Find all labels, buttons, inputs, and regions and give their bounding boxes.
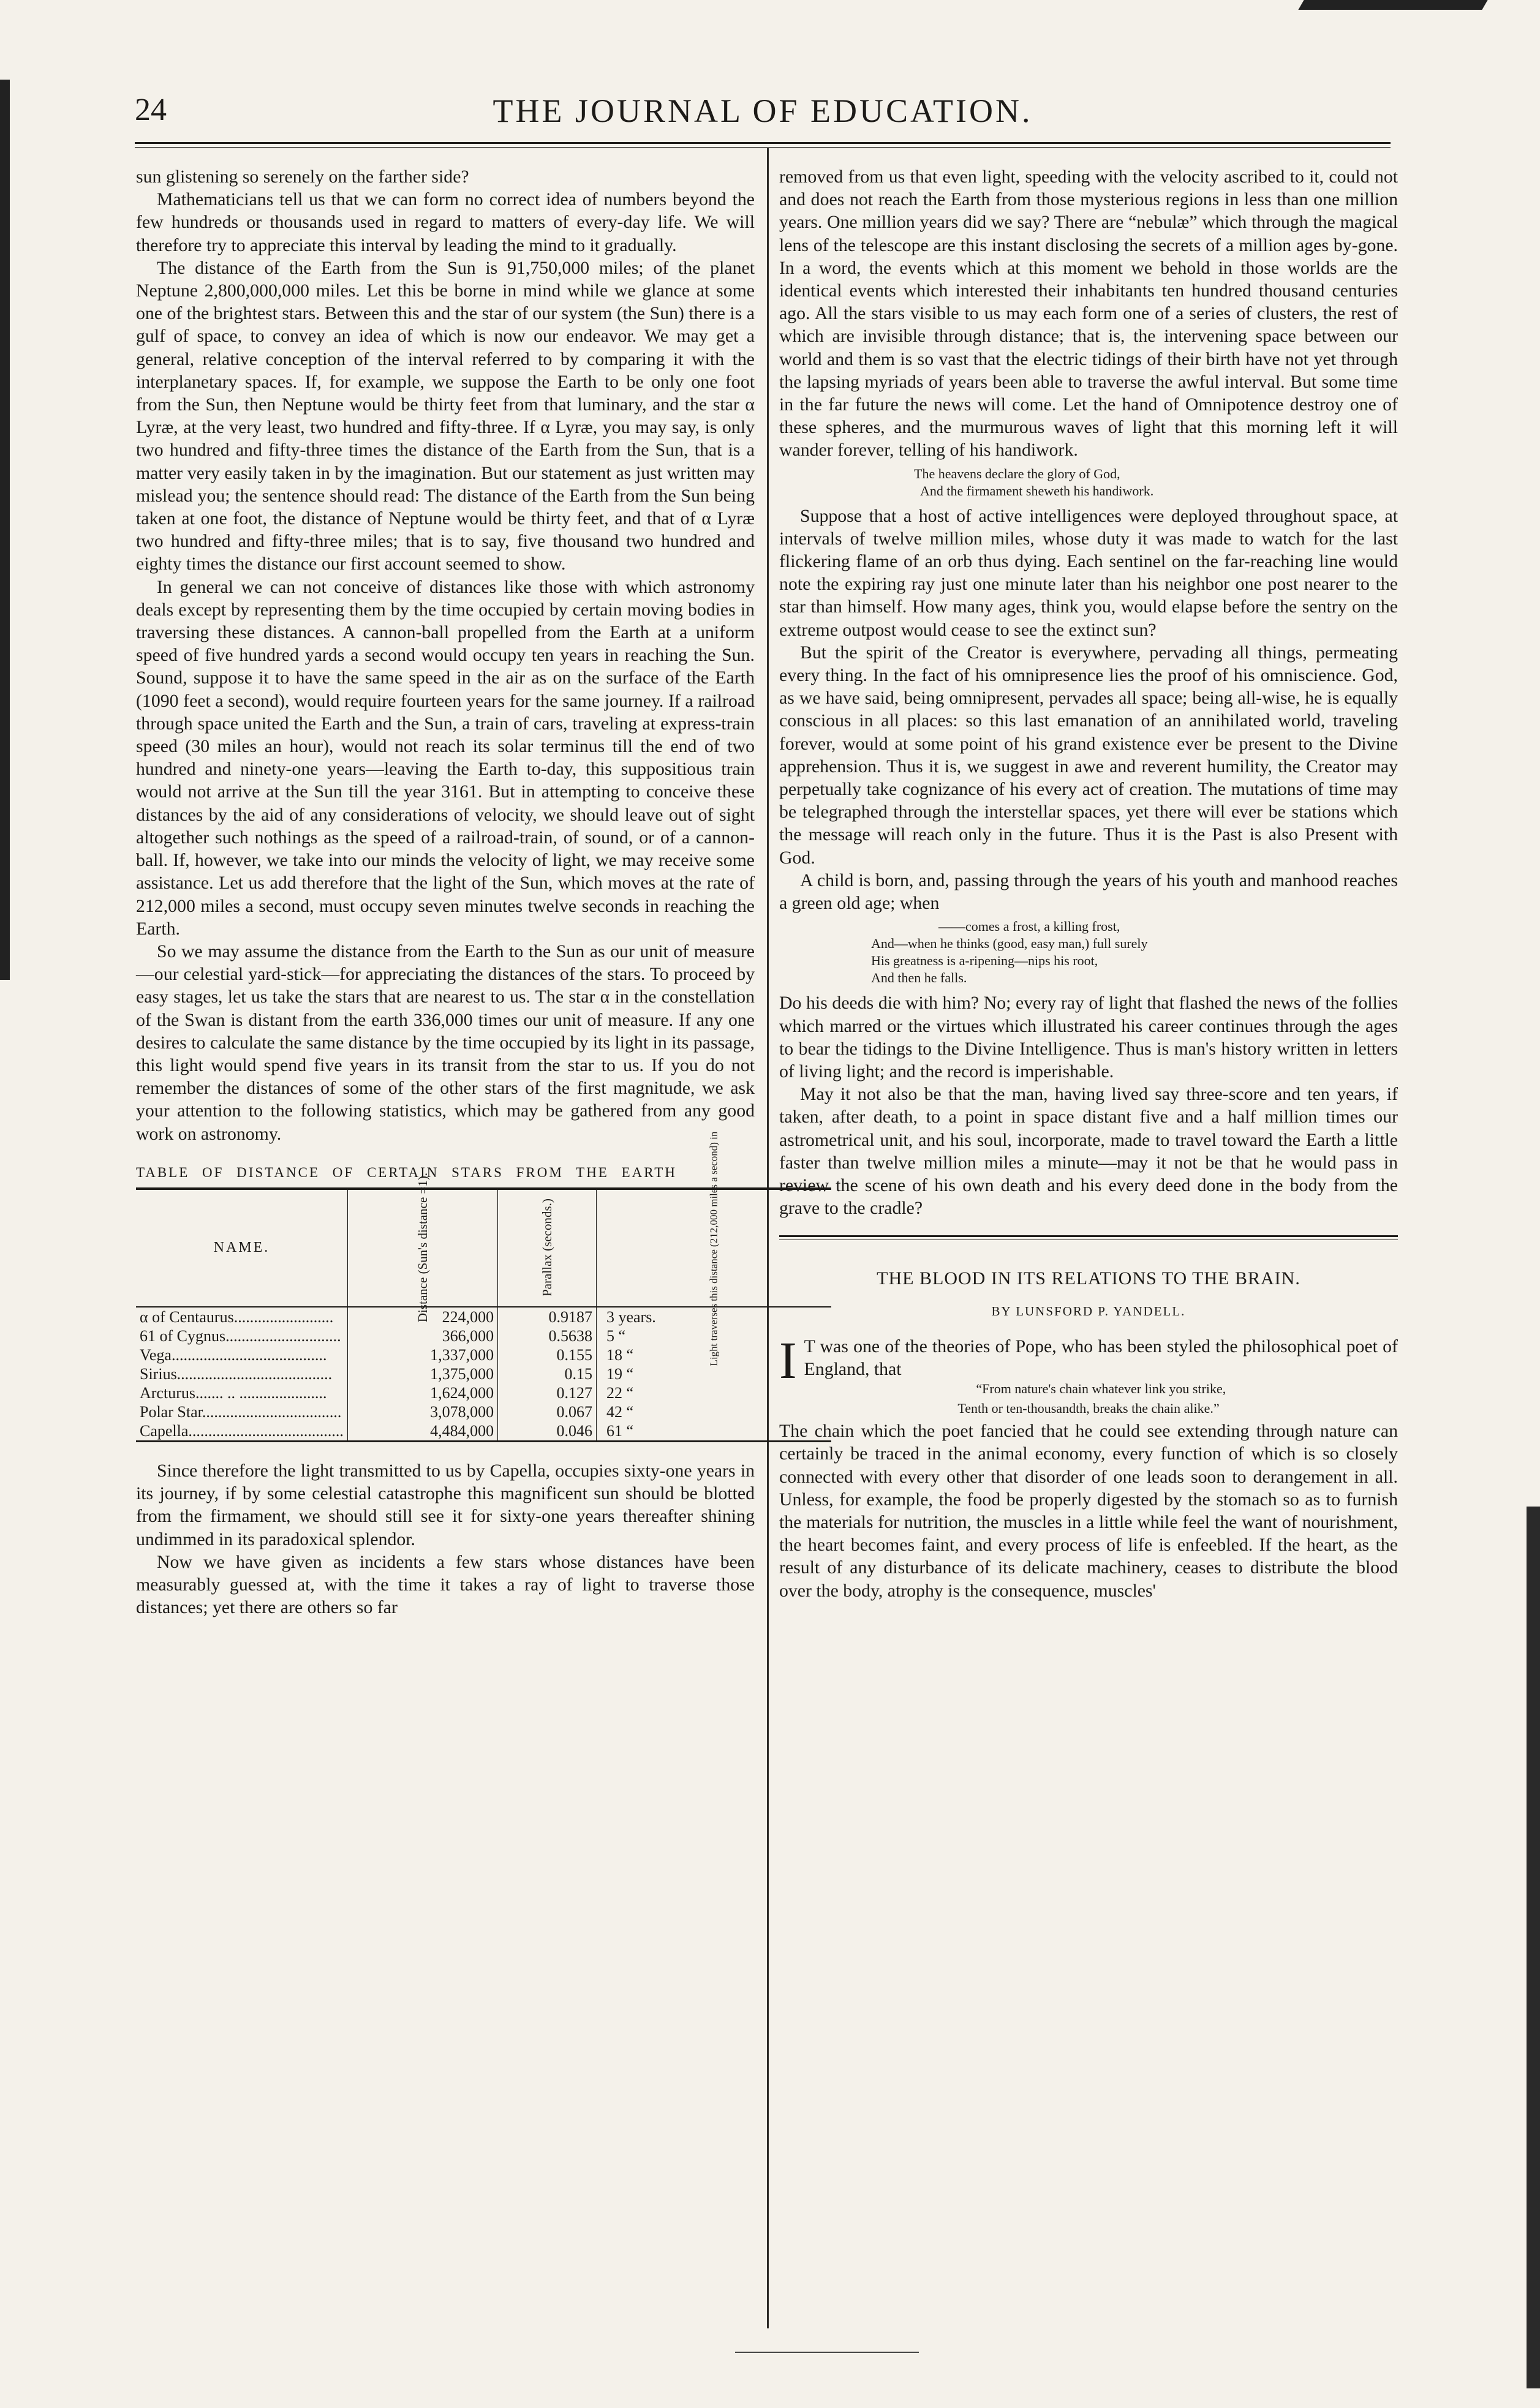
paragraph: The chain which the poet fancied that he could see extending through nature can certainly be traced in the animal economy, every function of which is so closely connected with every other that disorder of one leads soon to derangement in all. Unless, for example, the food be properly digested by the stomach so as to furnish the materials for nutrition, the muscles in a little while feel the want of nourishment, the heart becomes faint, and every process of life is enfeebled. If the heart, as the result of any disturbance of its delicate machinery, ceases to distribute the blood over the body, atrophy is the consequence, muscles' (779, 1421, 1398, 1601)
table-row (136, 1307, 831, 1326)
quote-line: “From nature's chain whatever link you strike, (976, 1381, 1226, 1397)
star-name: Capella....................................... (140, 1421, 344, 1440)
table-header-parallax (498, 1189, 597, 1307)
paragraph: The distance of the Earth from the Sun is 91,750,000 miles; of the planet Neptune 2,800,000,000 miles. Let this be borne in mind while we glance at some one of the brightest stars. Between this and the star of our system (the Sun) there is a gulf of space, to convey an idea of which is now our endeavor. We may get a general, relative conception of the interval referred to by comparing it with the interplanetary spaces. If, for example, we suppose the Earth to be only one foot from the Sun, then Neptune would be thirty feet from that luminary, and the star α Lyræ, at the very least, two hundred and fifty-three. If α Lyræ, you may say, is only two hundred and fifty-three times the distance of the Earth from the Sun, that is a matter very easily taken in by the imagination. But our statement as just written may mislead you; the sentence should read: The distance of the Earth from the Sun being taken at one foot, the distance of Neptune would be thirty feet, and that of α Lyræ two hundred and fifty-three miles; that is to say, five thousand two hundred and eighty times the distance our first account seemed to show. (136, 257, 755, 574)
table-row (136, 1326, 831, 1345)
star-name: Sirius....................................... (140, 1364, 333, 1383)
table-row (136, 1364, 831, 1383)
star-parallax: 0.5638 (498, 1326, 597, 1345)
star-distance: 1,375,000 (347, 1364, 497, 1383)
star-distance: 3,078,000 (347, 1402, 497, 1421)
quote-line: Tenth or ten-thousandth, breaks the chain alike.” (957, 1401, 1220, 1417)
paragraph: T was one of the theories of Pope, who has been styled the philosophical poet of England, that (804, 1336, 1398, 1379)
star-light-time: 42 “ (596, 1402, 831, 1421)
scan-corner-mark (1298, 0, 1487, 10)
star-parallax: 0.15 (498, 1364, 597, 1383)
header-rule (135, 142, 1391, 144)
table-row (136, 1421, 831, 1442)
star-name: 61 of Cygnus............................. (140, 1326, 341, 1345)
star-light-time: 5 “ (596, 1326, 831, 1345)
star-light-time: 22 “ (596, 1383, 831, 1402)
page-number: 24 (135, 92, 167, 127)
verse-line: And the firmament sheweth his handiwork. (920, 483, 1154, 499)
header-rule-thin (135, 147, 1391, 148)
table-header-distance-label: Distance (Sun's distance =1). (415, 1173, 431, 1323)
right-column (779, 165, 1398, 1602)
scan-edge-right (1527, 1507, 1540, 2388)
star-distance: 224,000 (347, 1307, 497, 1326)
paragraph: May it not also be that the man, having lived say three-score and ten years, if taken, after death, to a point in space distant five and a half million times our astrometrical unit, and his soul, incorporate, made to travel toward the Earth a little faster than twelve million miles a minute—may it not be that he would pass in review the scene of his own death and his every deed done in the body from the grave to the cradle? (779, 1084, 1398, 1219)
table-header-parallax-label: Parallax (seconds.) (540, 1198, 555, 1297)
table-row (136, 1402, 831, 1421)
paragraph: So we may assume the distance from the Earth to the Sun as our unit of measure—our celestial yard-stick—for appreciating the distances of the stars. To proceed by easy stages, let us take the stars that are nearest to us. The star α in the constellation of the Swan is distant from the earth 336,000 times our unit of measure. If any one desires to calculate the same distance by the time occupied by its light in its passage, this light would spend five years in its transit from the star to us. If you do not remember the distances of some of the other stars of the first magnitude, we ask your attention to the following statistics, which may be gathered from any good work on astronomy. (136, 941, 755, 1144)
star-distance: 1,337,000 (347, 1345, 497, 1364)
table-row (136, 1345, 831, 1364)
article-title: THE BLOOD IN ITS RELATIONS TO THE BRAIN. (877, 1268, 1300, 1289)
star-name: Arcturus....... .. ...................... (140, 1383, 327, 1402)
article-byline: BY LUNSFORD P. YANDELL. (991, 1303, 1186, 1319)
star-name: Vega....................................... (140, 1345, 327, 1364)
star-parallax: 0.9187 (498, 1307, 597, 1326)
star-name: α of Centaurus......................... (140, 1307, 334, 1326)
star-light-time: 3 years. (596, 1307, 831, 1326)
paragraph: removed from us that even light, speeding with the velocity ascribed to it, could not and does not reach the Earth from those mysterious regions in less than one million years. One million years did we say? There are “nebulæ” which through the magical lens of the telescope are this instant disclosing the secrets of a million ages by-gone. In a word, the events which at this moment we behold in those worlds are the identical events which interested their inhabitants ten hundred thousand centuries ago. All the stars visible to us may each form one of a series of clusters, the rest of which are invisible through distance; that is, the intervening space between our world and them is so vast that the electric tidings of their birth have not yet through the lapsing myriads of years been able to traverse the awful interval. But some time in the far future the news will come. Let the hand of Omnipotence destroy one of these spheres, and the murmurous waves of light that this morning left it will wander forever, telling of his handiwork. (779, 167, 1398, 461)
left-column (136, 165, 755, 1619)
star-parallax: 0.067 (498, 1402, 597, 1421)
table-row (136, 1383, 831, 1402)
page-header (135, 92, 1391, 141)
paragraph: In general we can not conceive of distances like those with which astronomy deals except by representing them by the time occupied by certain moving bodies in traversing these distances. A cannon-ball propelled from the Earth at a uniform speed of five hundred yards a second would occupy ten years in reaching the Sun. Sound, suppose it to have the same speed in the air as on the surface of the Earth (1090 feet a second), would require fourteen years for the same journey. If a railroad through space united the Earth and the Sun, a train of cars, traveling at express-train speed (30 miles an hour), would not reach its solar terminus till the end of two hundred and ninety-one years—leaving the Earth to-day, this suppositious train would not arrive at the Sun till the year 3161. But in attempting to conceive these distances by the aid of any considerations of velocity, we should leave out of sight altogether such nothings as the speed of a railroad-train, of sound, or of a cannon-ball. If, however, we take into our minds the velocity of light, we may receive some assistance. Let us add therefore that the light of the Sun, which moves at the rate of 212,000 miles a second, must occupy seven minutes twelve seconds in reaching the Earth. (136, 576, 755, 939)
star-distance: 4,484,000 (347, 1421, 497, 1442)
poem-line: ——comes a frost, a killing frost, (938, 919, 1120, 935)
star-light-time: 19 “ (596, 1364, 831, 1383)
poem-line: And—when he thinks (good, easy man,) full surely (871, 936, 1148, 952)
table-header-light-label: Light traverses this distance (212,000 miles a second) in (708, 1131, 720, 1366)
paragraph: But the spirit of the Creator is everywhere, pervading all things, permeating every thing. In the fact of his omnipresence lies the proof of his omniscience. God, as we have said, being omnipresent, pervades all space; being all-wise, he is equally conscious in all places: so this last emanation of an annihilated world, traveling forever, would at some point of his grand existence ever be present to the Divine apprehension. Thus it is, we suggest in awe and reverent humility, the Creator may perpetually take cognizance of his every act of creation. The mutations of time may be telegraphed through the interstellar spaces, yet there will ever be stations which the message will reach only in the future. Thus it is the Past is also Present with God. (779, 642, 1398, 868)
star-distance: 1,624,000 (347, 1383, 497, 1402)
table-caption: TABLE OF DISTANCE OF CERTAIN STARS FROM THE EARTH (136, 1164, 677, 1180)
paragraph: Since therefore the light transmitted to us by Capella, occupies sixty-one years in its journey, if by some celestial catastrophe this magnificent sun should be blotted from the firmament, we should still see it for sixty-one years thereafter shining undimmed in its paradoxical splendor. (136, 1460, 755, 1549)
verse-line: The heavens declare the glory of God, (914, 465, 1120, 481)
star-parallax: 0.046 (498, 1421, 597, 1442)
paragraph: Suppose that a host of active intelligences were deployed throughout space, at intervals of twelve million miles, whose duty it was made to watch for the last flickering flame of an orb thus dying. Each sentinel on the far-reaching line would note the expiring ray just one minute later than his neighbor one post nearer to the star than himself. How many ages, think you, would elapse before the sentry on the extreme outpost would cease to see the extinct sun? (779, 505, 1398, 640)
poem-quote (871, 918, 1398, 987)
drop-cap: I (779, 1330, 797, 1390)
poem-line: And then he falls. (871, 970, 967, 986)
star-distance: 366,000 (347, 1326, 497, 1345)
journal-title: THE JOURNAL OF EDUCATION. (493, 92, 1033, 129)
paragraph: sun glistening so serenely on the farther side? (136, 167, 469, 187)
scripture-verse (914, 465, 1398, 500)
poem-line: His greatness is a-ripening—nips his root, (871, 953, 1098, 969)
paragraph: A child is born, and, passing through the years of his youth and manhood reaches a green old age; when (779, 870, 1398, 914)
article-separator (779, 1235, 1398, 1237)
bottom-rule-mark (735, 2352, 919, 2353)
star-parallax: 0.127 (498, 1383, 597, 1402)
table-header-name: NAME. (136, 1189, 347, 1307)
star-name: Polar Star................................... (140, 1402, 342, 1421)
star-light-time: 18 “ (596, 1345, 831, 1364)
star-light-time: 61 “ (596, 1421, 831, 1442)
star-parallax: 0.155 (498, 1345, 597, 1364)
paragraph: Mathematicians tell us that we can form no correct idea of numbers beyond the few hundreds or thousands used in regard to matters of every-day life. We will therefore try to appreciate this interval by leading the mind to it gradually. (136, 189, 755, 255)
paragraph: Do his deeds die with him? No; every ray of light that flashed the news of the follies which marred or the virtues which illustrated his career continues through the ages to bear the tidings to the Divine Intelligence. Thus is man's history written in letters of living light; and the record is imperishable. (779, 993, 1398, 1082)
article-intro (779, 1330, 1398, 1417)
paragraph: Now we have given as incidents a few stars whose distances have been measurably guessed at, with the time it takes a ray of light to traverse those distances; yet there are others so far (136, 1551, 755, 1618)
scan-edge-left (0, 80, 10, 980)
